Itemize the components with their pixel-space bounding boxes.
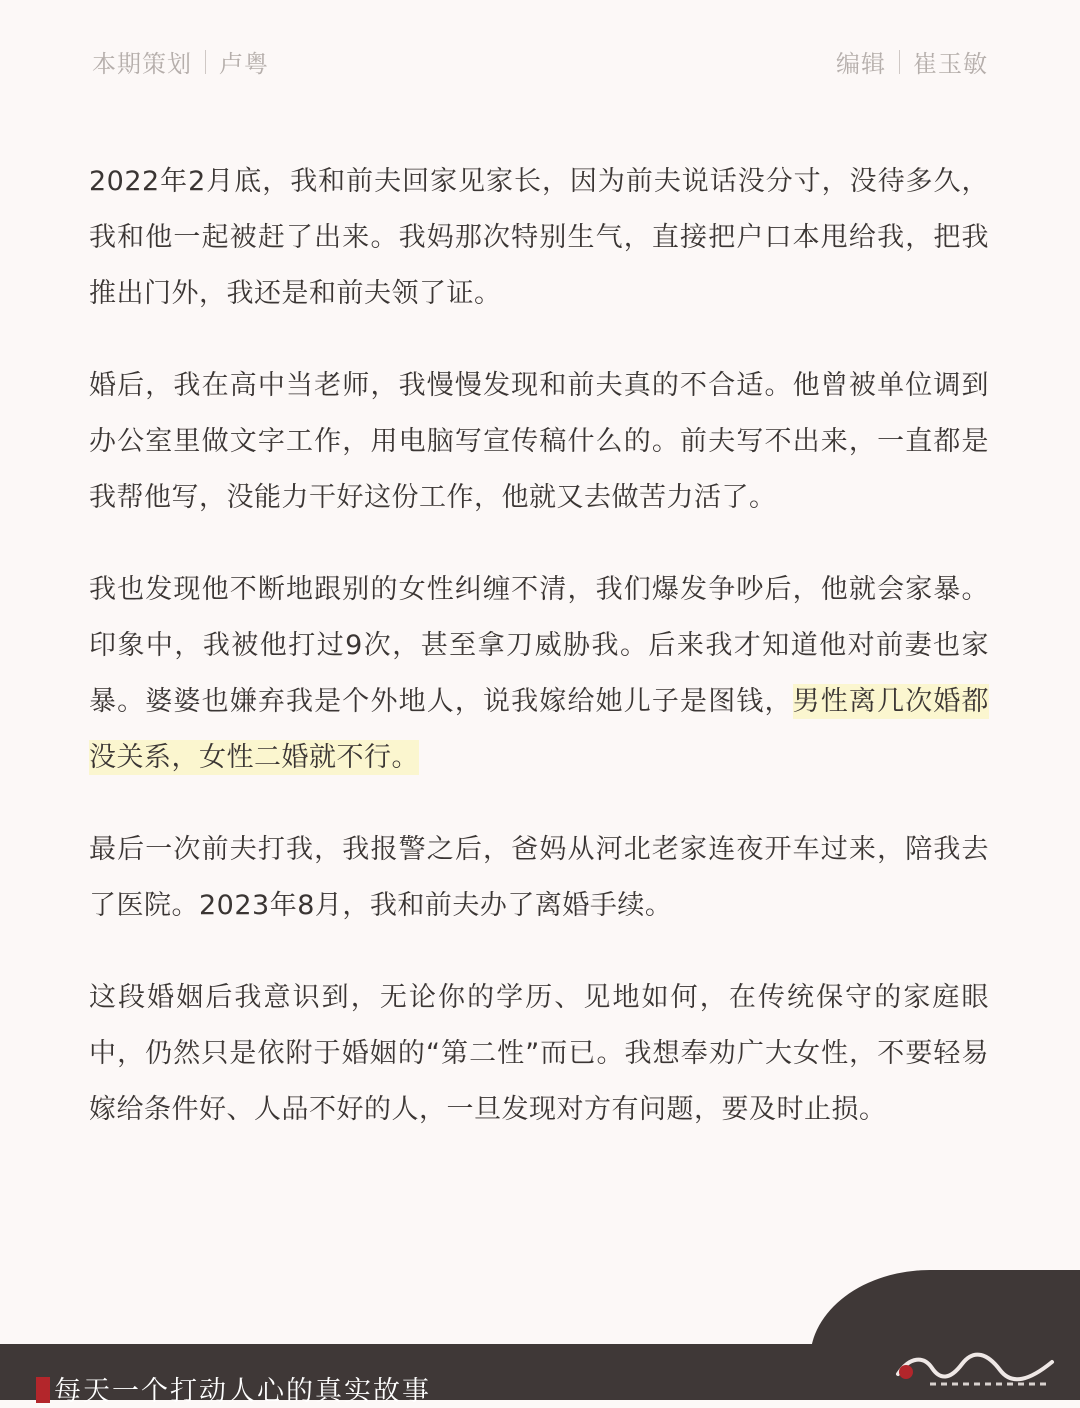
editor-name: 崔玉敏 [913, 50, 988, 78]
editor-credit [836, 44, 988, 79]
paragraph-4: 最后一次前夫打我，我报警之后，爸妈从河北老家连夜开车过来，陪我去了医院。2023年8月，我和前夫办了离婚手续。 [89, 834, 989, 921]
credit-divider [205, 50, 206, 74]
credits-bar [92, 44, 988, 84]
editor-label: 编辑 [836, 50, 886, 78]
paragraph-1: 2022年2月底，我和前夫回家见家长，因为前夫说话没分寸，没待多久，我和他一起被赶了出来。我妈那次特别生气，直接把户口本甩给我，把我推出门外，我还是和前夫领了证。 [89, 166, 989, 309]
footer-tagline-text: 每天一个打动人心的真实故事 [54, 1376, 431, 1407]
paragraph-3-text: 我也发现他不断地跟别的女性纠缠不清，我们爆发争吵后，他就会家暴。印象中，我被他打过9次，甚至拿刀威胁我。后来我才知道他对前妻也家暴。婆婆也嫌弃我是个外地人，说我嫁给她儿子是图钱， [89, 574, 989, 717]
planner-credit [92, 44, 269, 79]
paragraph-3 [89, 562, 989, 786]
planner-name: 卢粤 [219, 50, 269, 78]
brand-logo-icon [890, 1350, 1060, 1390]
article-body [89, 154, 989, 1174]
red-accent-mark [36, 1377, 50, 1403]
paragraph-2: 婚后，我在高中当老师，我慢慢发现和前夫真的不合适。他曾被单位调到办公室里做文字工作，用电脑写宣传稿什么的。前夫写不出来，一直都是我帮他写，没能力干好这份工作，他就又去做苦力活了。 [89, 370, 989, 513]
paragraph-5: 这段婚姻后我意识到，无论你的学历、见地如何，在传统保守的家庭眼中，仍然只是依附于婚姻的“第二性”而已。我想奉劝广大女性，不要轻易嫁给条件好、人品不好的人，一旦发现对方有问题，要及时止损。 [89, 982, 989, 1125]
credit-divider [899, 50, 900, 74]
highlighted-quote: 男性离几次婚都没关系，女性二婚就不行。 [89, 686, 990, 773]
planner-label: 本期策划 [92, 50, 192, 78]
footer-tagline [36, 1369, 431, 1408]
